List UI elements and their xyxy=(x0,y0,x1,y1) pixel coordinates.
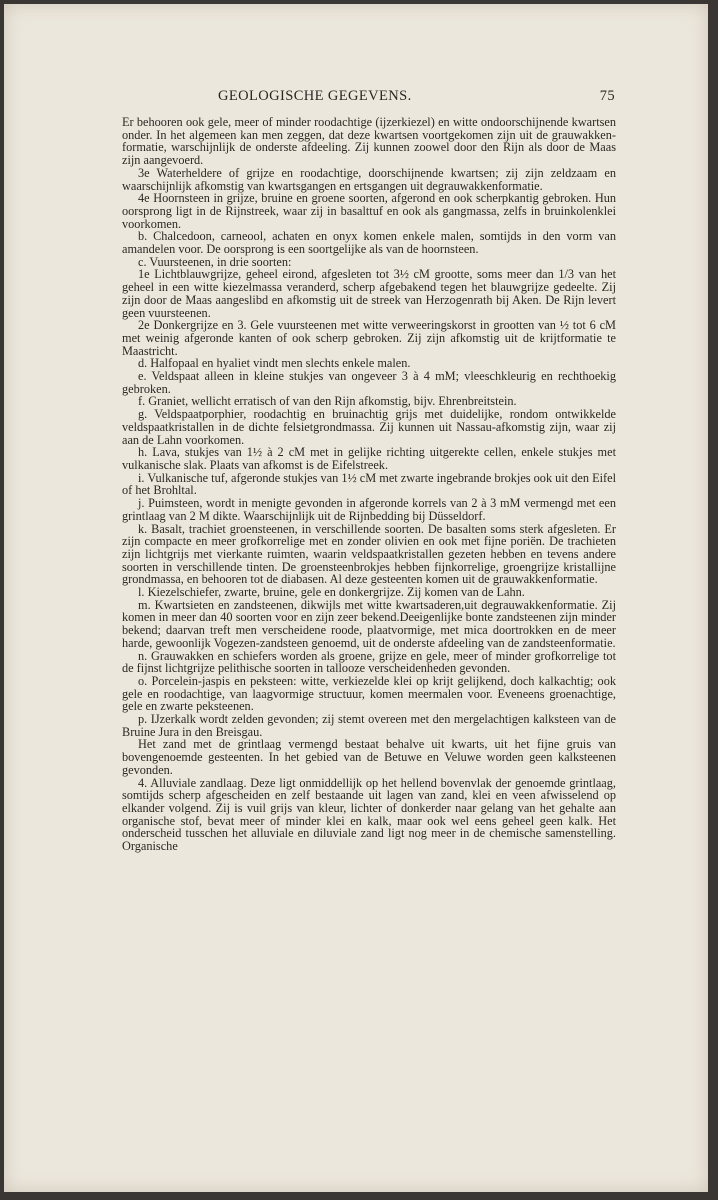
paragraph: m. Kwartsieten en zandsteenen, dikwijls met witte kwartsaderen,uit degrauwakkenformatie. Zij komen in meer dan 40 soorten voor en zijn zeer bekend.Deeigenlijke bonte zandsteenen zijn minder bekend; daarvan treft men verscheidene roode, plaatvormige, met mica doortrokken en de meer harde, gewoonlijk Vogezen-zandsteen genoemd, uit de onderste afdeeling van de zandsteenformatie. xyxy=(122,597,616,650)
paragraph: 4e Hoornsteen in grijze, bruine en groene soorten, afgerond en ook scherpkantig gebroken. Hun oorsprong ligt in de Rijnstreek, waar zij in basalttuf en ook als gangmassa, zelfs in bruinkolenklei voorkomen. xyxy=(122,191,616,231)
paragraph: l. Kiezelschiefer, zwarte, bruine, gele en donkergrijze. Zij komen van de Lahn. xyxy=(138,585,525,600)
page-title: GEOLOGISCHE GEGEVENS. xyxy=(218,88,412,104)
paragraph: e. Veldspaat alleen in kleine stukjes van ongeveer 3 à 4 mM; vleeschkleurig en rechthoekig gebroken. xyxy=(122,369,616,396)
paragraph: 2e Donkergrijze en 3. Gele vuursteenen met witte verweeringskorst in grootten van ½ tot 6 cM met weinig afgeronde kanten of ook scherp gebroken. Zij zijn afkomstig uit de krijtformatie te Maastricht. xyxy=(122,318,616,358)
paragraph: o. Porcelein-jaspis en peksteen: witte, verkiezelde klei op krijt gelijkend, doch kalkachtig; ook gele en roodachtige, van laagvormige structuur, komen meermalen voor. Eveneens groenachtige, gele en zwarte peksteenen. xyxy=(122,673,616,714)
paragraph: 1e Lichtblauwgrijze, geheel eirond, afgesleten tot 3½ cM grootte, soms meer dan 1/3 van het geheel in een witte kiezelmassa veranderd, scherp afgebakend tegen het blauwgrijze gedeelte. Zij zijn door de Maas aangeslibd en afkomstig uit de streek van Herzogenrath bij Aken. De Rijn levert geen vuursteenen. xyxy=(122,267,616,320)
paragraph: n. Grauwakken en schiefers worden als groene, grijze en gele, meer of minder grofkorrelige tot de fijnst lichtgrijze pelithische soorten in tallooze verscheidenheden gevonden. xyxy=(122,648,616,676)
paragraph: Er behooren ook gele, meer of minder roodachtige (ijzerkiezel) en witte ondoorschijnende kwartsen onder. In het algemeen kan men zeggen, dat deze kwartsen voortgekomen zijn uit de grauwakken-formatie, warschijnlijk de onderste afdeeling. Zij kunnen zoowel door den Rijn als door de Maas zijn aangevoerd. xyxy=(122,115,616,168)
paragraph: k. Basalt, trachiet groensteenen, in verschillende soorten. De basalten soms sterk afgesleten. Er zijn compacte en meer grofkorrelige met en zonder olivien en ook met fijne poriën. De trachieten zijn lichtgrijs met vierkante ruimten, waarin veldspaatkristallen gezeten hebben en tevens andere soorten in verschillende tinten. De groensteenbrokjes hebben fijnkorrelige, groengrijze kristallijne grondmassa, en behooren tot de diabasen. Al deze gesteenten komen uit de grauwakkenformatie. xyxy=(122,521,616,587)
paragraph: c. Vuursteenen, in drie soorten: xyxy=(138,254,292,269)
paragraph: b. Chalcedoon, carneool, achaten en onyx komen enkele malen, somtijds in den vorm van amandelen voor. De oorsprong is een soortgelijke als van de hoornsteen. xyxy=(122,229,616,257)
body-text xyxy=(122,116,616,853)
paragraph: Het zand met de grintlaag vermengd bestaat behalve uit kwarts, uit het fijne gruis van bovengenoemde gesteenten. In het gebied van de Betuwe en Veluwe worden geen kalksteenen gevonden. xyxy=(122,737,616,777)
paragraph: 4. Alluviale zandlaag. Deze ligt onmiddellijk op het hellend bovenvlak der genoemde grintlaag, somtijds scherp afgescheiden en zelf bestaande uit lagen van zand, klei en veen afwisselend op elkander volgend. Zij is vuil grijs van kleur, lichter of donkerder naar gelang van het gehalte aan organische stof, bevat meer of minder klei en kalk, maar ook wel eens geheel geen kalk. Het onderscheid tusschen het alluviale en diluviale zand ligt nog meer in de chemische samenstelling. Organische xyxy=(122,775,616,854)
paragraph: i. Vulkanische tuf, afgeronde stukjes van 1½ cM met zwarte ingebrande brokjes ook uit den Eifel of het Brohltal. xyxy=(122,470,616,498)
paragraph: 3e Waterheldere of grijze en roodachtige, doorschijnende kwartsen; zij zijn zeldzaam en waarschijnlijk afkomstig van kwartsgangen en ertsgangen uit degrauwakkenformatie. xyxy=(122,165,616,193)
paragraph: g. Veldspaatporphier, roodachtig en bruinachtig grijs met duidelijke, rondom ontwikkelde veldspaatkristallen in de dichte felsietgrondmassa. Zij kunnen uit Nassau-afkomstig zijn, waar zij aan de Lahn voorkomen. xyxy=(122,407,616,447)
running-header xyxy=(4,88,708,110)
paragraph: p. IJzerkalk wordt zelden gevonden; zij stemt overeen met den mergelachtigen kalksteen van de Bruine Jura in den Breisgau. xyxy=(122,712,616,739)
page-number: 75 xyxy=(599,88,615,104)
book-page xyxy=(4,4,708,1192)
paragraph: h. Lava, stukjes van 1½ à 2 cM met in gelijke richting uitgerekte cellen, enkele stukjes met vulkanische slak. Plaats van afkomst is de Eifelstreek. xyxy=(122,445,616,472)
paragraph: f. Graniet, wellicht erratisch of van den Rijn afkomstig, bijv. Ehrenbreitstein. xyxy=(138,394,517,409)
paragraph: j. Puimsteen, wordt in menigte gevonden in afgeronde korrels van 2 à 3 mM vermengd met een grintlaag van 2 M dikte. Waarschijnlijk uit de Rijnbedding bij Düsseldorf. xyxy=(122,496,616,523)
paragraph: d. Halfopaal en hyaliet vindt men slechts enkele malen. xyxy=(138,356,411,371)
